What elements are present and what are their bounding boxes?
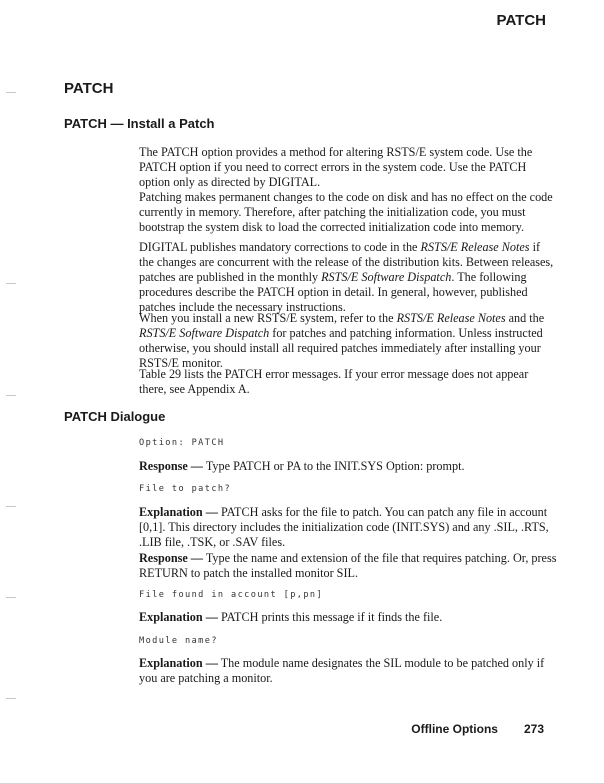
page-number: 273 (523, 722, 544, 736)
software-dispatch-title: RSTS/E Software Dispatch (321, 270, 452, 284)
explanation-found (139, 610, 557, 625)
margin-mark (6, 395, 16, 396)
release-notes-title: RSTS/E Release Notes (396, 311, 506, 325)
paragraph-patching (139, 190, 557, 235)
explanation-label: Explanation — (139, 610, 218, 624)
explanation-label: Explanation — (139, 656, 218, 670)
page-footer (411, 722, 544, 736)
explanation-text: The module name designates the SIL module to be patched only if you are patching a monitor. (139, 656, 545, 685)
release-notes-title: RSTS/E Release Notes (420, 240, 530, 254)
section-title: PATCH (64, 80, 114, 97)
prompt-file-to-patch: File to patch? (139, 484, 232, 494)
response-label: Response — (139, 551, 203, 565)
explanation-text: PATCH prints this message if it finds the file. (217, 610, 443, 624)
paragraph-corrections (139, 240, 557, 315)
paragraph-errors (139, 367, 557, 397)
text-run: DIGITAL publishes mandatory corrections to code in the (139, 240, 421, 254)
response-label: Response — (139, 459, 203, 473)
margin-mark (6, 506, 16, 507)
explanation-text: PATCH asks for the file to patch. You can patch any file in account [0,1]. This directory includes the initialization code (INIT.SYS) and any .SIL, .RTS, .LIB file, .TSK, or .SAV files. (139, 505, 549, 549)
explanation-module (139, 656, 557, 686)
text-run: When you install a new RSTS/E system, refer to the (139, 311, 397, 325)
running-header: PATCH (496, 12, 546, 29)
paragraph-text: The PATCH option provides a method for altering RSTS/E system code. Use the PATCH option if you need to correct errors in the system code. Use the PATCH option only as directed by DIGITAL. (139, 145, 533, 189)
text-run: if the changes are concurrent with the release of the distribution kits. Between releases, patches are published in the monthly (139, 240, 554, 284)
text-run: and the (505, 311, 545, 325)
margin-mark (6, 283, 16, 284)
prompt-option: Option: PATCH (139, 438, 225, 448)
margin-mark (6, 92, 16, 93)
paragraph-intro (139, 145, 557, 190)
response-text: Type PATCH or PA to the INIT.SYS Option: prompt. (203, 459, 465, 473)
prompt-file-found: File found in account [p,pn] (139, 590, 324, 600)
response-text: Type the name and extension of the file that requires patching. Or, press RETURN to patch the installed monitor SIL. (139, 551, 557, 580)
margin-mark (6, 597, 16, 598)
response-option (139, 459, 557, 474)
explanation-file (139, 505, 557, 550)
paragraph-text: Patching makes permanent changes to the code on disk and has no effect on the code currently in memory. Therefore, after patching the initialization code, you must bootstrap the system disk to load the corrected initialization code into memory. (139, 190, 553, 234)
prompt-module-name: Module name? (139, 636, 218, 646)
paragraph-text: Table 29 lists the PATCH error messages. If your error message does not appear there, see Appendix A. (139, 367, 529, 396)
text-run: for patches and patching information. Unless instructed otherwise, you should install all required patches immediately after installing your RSTS/E monitor. (139, 326, 543, 370)
software-dispatch-title: RSTS/E Software Dispatch (139, 326, 270, 340)
dialogue-heading: PATCH Dialogue (64, 409, 166, 424)
response-file (139, 551, 557, 581)
section-subtitle: PATCH — Install a Patch (64, 116, 215, 131)
footer-section-name: Offline Options (411, 722, 498, 736)
margin-mark (6, 698, 16, 699)
explanation-label: Explanation — (139, 505, 218, 519)
text-run: . The following procedures describe the PATCH option in detail. In general, however, published patches include the necessary instructions. (139, 270, 528, 314)
paragraph-install (139, 311, 557, 371)
